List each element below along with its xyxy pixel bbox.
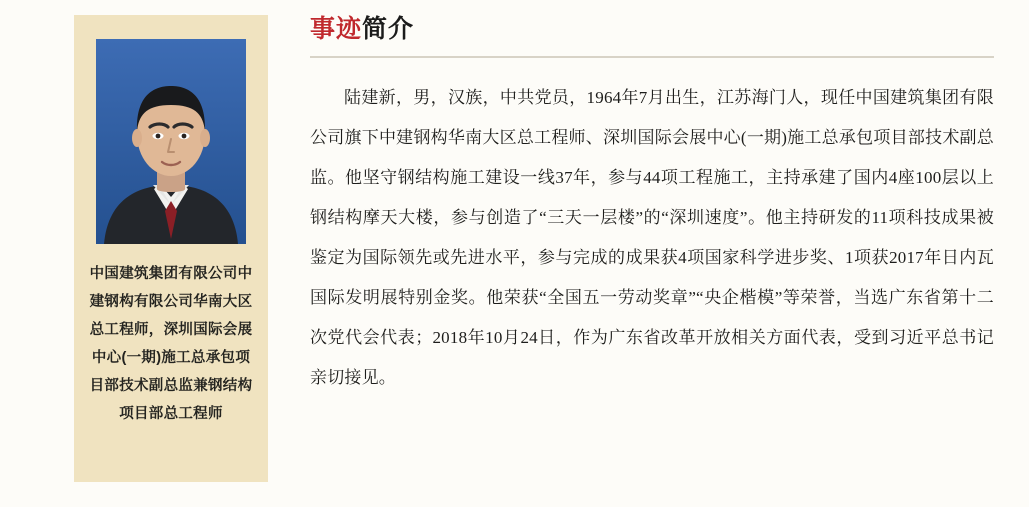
portrait-illustration bbox=[96, 39, 246, 244]
section-heading-rest: 简介 bbox=[362, 15, 415, 43]
section-heading-accent: 事迹 bbox=[310, 15, 363, 43]
profile-card bbox=[74, 15, 268, 482]
biography-text: 陆建新，男，汉族，中共党员，1964年7月出生，江苏海门人，现任中国建筑集团有限公司旗下中建钢构华南大区总工程师、深圳国际会展中心(一期)施工总承包项目部技术副总监。他坚守钢结构施工建设一线37年，参与44项工程施工，主持承建了国内4座100层以上钢结构摩天大楼，参与创造了“三天一层楼”的“深圳速度”。他主持研发的11项科技成果被鉴定为国际领先或先进水平，参与完成的成果获4项国家科学进步奖、1项获2017年日内瓦国际发明展特别金奖。他荣获“全国五一劳动奖章”“央企楷模”等荣誉，当选广东省第十二次党代会代表；2018年10月24日，作为广东省改革开放相关方面代表，受到习近平总书记亲切接见。 bbox=[310, 88, 994, 387]
portrait-photo bbox=[96, 39, 246, 244]
section-heading bbox=[310, 14, 994, 54]
profile-caption: 中国建筑集团有限公司中建钢构有限公司华南大区总工程师，深圳国际会展中心(一期)施工总承包项目部技术副总监兼钢结构项目部总工程师 bbox=[89, 266, 253, 422]
content-column bbox=[310, 14, 994, 398]
heading-divider bbox=[310, 56, 994, 58]
